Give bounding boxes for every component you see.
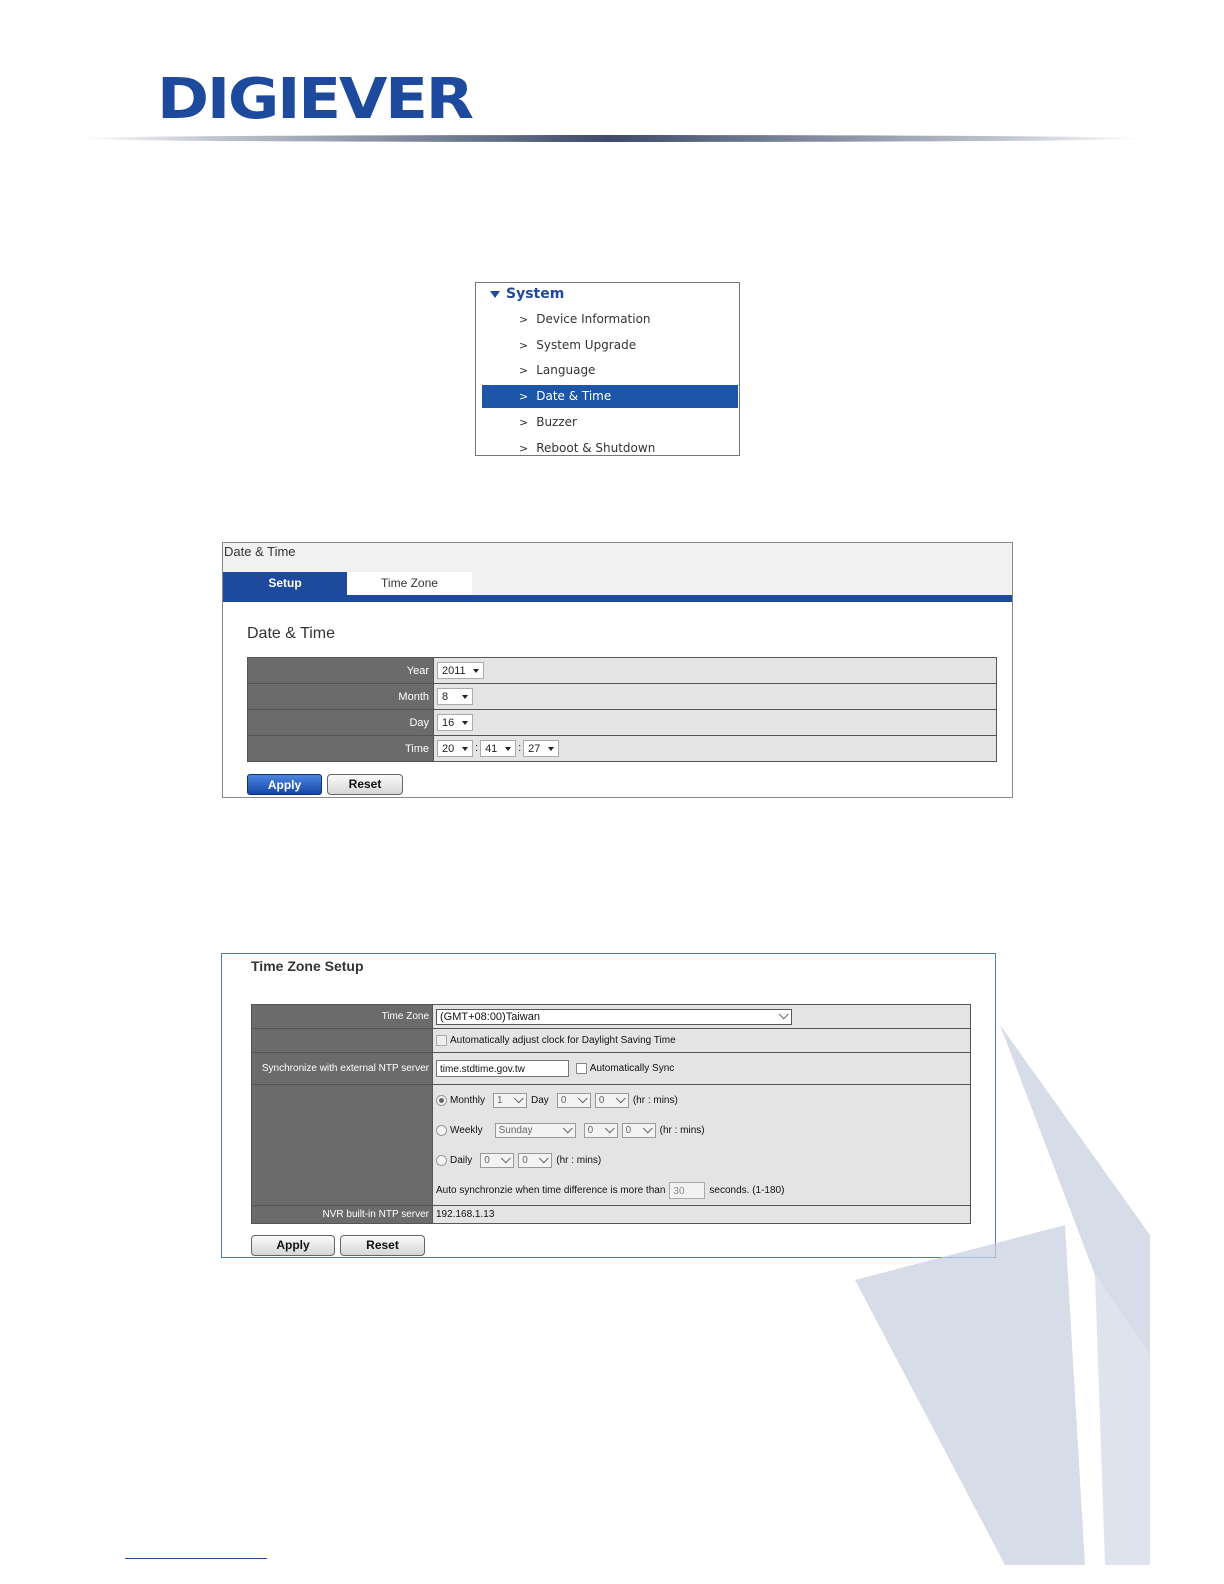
chevron-down-icon bbox=[604, 1123, 614, 1133]
apply-button[interactable]: Apply bbox=[251, 1235, 335, 1256]
tab-setup[interactable]: Setup bbox=[223, 572, 347, 595]
unit-label: (hr : mins) bbox=[556, 1154, 602, 1166]
second-value: 27 bbox=[528, 742, 541, 755]
table-row bbox=[248, 684, 997, 710]
chevron-down-icon bbox=[501, 1153, 511, 1163]
menu-item-label: Device Information bbox=[536, 312, 651, 326]
table-row bbox=[248, 736, 997, 762]
chevron-down-icon bbox=[616, 1093, 626, 1103]
weekly-weekday-select[interactable] bbox=[495, 1123, 576, 1138]
menu-item-label: Buzzer bbox=[536, 415, 577, 429]
weekly-minute-select[interactable] bbox=[622, 1123, 656, 1138]
dropdown-arrow-icon bbox=[548, 747, 554, 751]
system-menu bbox=[475, 282, 740, 456]
reset-button[interactable]: Reset bbox=[327, 774, 403, 795]
chevron-right-icon: > bbox=[519, 442, 529, 455]
weekly-hour-select[interactable] bbox=[584, 1123, 618, 1138]
menu-item-reboot-shutdown[interactable] bbox=[482, 437, 738, 456]
menu-item-system-upgrade[interactable] bbox=[482, 334, 738, 357]
time-separator: : bbox=[518, 742, 522, 755]
weekly-label: Weekly bbox=[450, 1124, 483, 1136]
dst-label: Automatically adjust clock for Daylight Saving Time bbox=[450, 1035, 676, 1047]
decorative-watermark bbox=[855, 1025, 1155, 1565]
select-value: 0 bbox=[522, 1154, 528, 1166]
auto-sync-threshold-text: Auto synchronzie when time difference is more than bbox=[436, 1184, 666, 1196]
select-value: 0 bbox=[598, 1094, 605, 1106]
date-time-form bbox=[247, 657, 997, 762]
chevron-right-icon: > bbox=[519, 364, 529, 377]
chevron-down-icon bbox=[562, 1123, 572, 1133]
minute-select[interactable] bbox=[480, 740, 516, 757]
ntp-server-label: Synchronize with external NTP server bbox=[252, 1053, 433, 1085]
monthly-hour-select[interactable] bbox=[557, 1093, 591, 1108]
daily-radio[interactable] bbox=[436, 1155, 447, 1166]
auto-sync-checkbox[interactable] bbox=[576, 1063, 587, 1074]
day-label: Day bbox=[531, 1094, 549, 1106]
chevron-down-icon bbox=[514, 1093, 524, 1103]
year-select[interactable] bbox=[437, 662, 484, 679]
chevron-right-icon: > bbox=[519, 339, 529, 352]
chevron-down-icon bbox=[578, 1093, 588, 1103]
unit-label: (hr : mins) bbox=[632, 1094, 678, 1106]
dropdown-arrow-icon bbox=[505, 747, 511, 751]
menu-section-label: System bbox=[506, 286, 565, 302]
footer-link-underline bbox=[125, 1558, 267, 1559]
tab-time-zone[interactable]: Time Zone bbox=[347, 572, 472, 595]
minute-value: 41 bbox=[485, 742, 498, 755]
menu-item-label: Language bbox=[536, 363, 596, 377]
menu-item-date-time[interactable] bbox=[482, 385, 738, 408]
table-row bbox=[248, 710, 997, 736]
monthly-label: Monthly bbox=[450, 1094, 486, 1106]
daily-hour-select[interactable] bbox=[480, 1153, 514, 1168]
menu-item-label: Reboot & Shutdown bbox=[536, 441, 656, 455]
time-zone-value: (GMT+08:00)Taiwan bbox=[440, 1010, 540, 1023]
tab-underline-bar bbox=[223, 595, 1012, 602]
day-select[interactable] bbox=[437, 714, 473, 731]
select-value: 0 bbox=[484, 1154, 490, 1166]
chevron-right-icon: > bbox=[519, 416, 529, 429]
time-label: Time bbox=[248, 736, 434, 762]
triangle-down-icon bbox=[490, 291, 500, 298]
builtin-ntp-value: 192.168.1.13 bbox=[433, 1206, 971, 1224]
header-divider bbox=[78, 135, 1140, 142]
builtin-ntp-label: NVR built-in NTP server bbox=[252, 1206, 433, 1224]
dropdown-arrow-icon bbox=[462, 747, 468, 751]
monthly-minute-select[interactable] bbox=[595, 1093, 629, 1108]
seconds-input[interactable]: 30 bbox=[669, 1182, 705, 1199]
day-value: 16 bbox=[442, 716, 455, 729]
dropdown-arrow-icon bbox=[473, 669, 479, 673]
hour-value: 20 bbox=[442, 742, 455, 755]
time-zone-label: Time Zone bbox=[252, 1005, 433, 1029]
ntp-server-input[interactable]: time.stdtime.gov.tw bbox=[436, 1060, 569, 1077]
select-value: 1 bbox=[497, 1094, 503, 1106]
time-separator: : bbox=[475, 742, 479, 755]
chevron-down-icon bbox=[779, 1009, 789, 1019]
chevron-down-icon bbox=[539, 1153, 549, 1163]
date-time-panel bbox=[222, 542, 1013, 798]
section-heading: Time Zone Setup bbox=[251, 958, 364, 974]
apply-button[interactable]: Apply bbox=[247, 774, 322, 795]
menu-item-device-information[interactable] bbox=[482, 308, 738, 331]
month-value: 8 bbox=[442, 690, 449, 703]
monthly-radio[interactable] bbox=[436, 1095, 447, 1106]
month-label: Month bbox=[248, 684, 434, 710]
select-value: 0 bbox=[625, 1124, 632, 1136]
dropdown-arrow-icon bbox=[462, 721, 468, 725]
menu-item-buzzer[interactable] bbox=[482, 411, 738, 434]
chevron-right-icon: > bbox=[519, 313, 529, 326]
year-value: 2011 bbox=[442, 664, 466, 677]
unit-label: (hr : mins) bbox=[659, 1124, 705, 1136]
digiever-logo: DIGIEVER bbox=[157, 67, 472, 132]
menu-item-label: System Upgrade bbox=[536, 338, 637, 352]
select-value: 0 bbox=[560, 1094, 567, 1106]
select-value: Sunday bbox=[498, 1124, 533, 1136]
section-heading: Date & Time bbox=[247, 625, 336, 642]
auto-sync-label: Automatically Sync bbox=[589, 1063, 675, 1075]
month-select[interactable] bbox=[437, 688, 473, 705]
menu-section-system[interactable] bbox=[490, 286, 564, 302]
reset-button[interactable]: Reset bbox=[340, 1235, 425, 1256]
table-row bbox=[248, 658, 997, 684]
daily-label: Daily bbox=[450, 1154, 473, 1166]
chevron-down-icon bbox=[642, 1123, 652, 1133]
day-label: Day bbox=[248, 710, 434, 736]
dst-checkbox[interactable] bbox=[436, 1035, 447, 1046]
time-zone-select[interactable] bbox=[436, 1009, 792, 1025]
daily-minute-select[interactable] bbox=[518, 1153, 552, 1168]
chevron-right-icon: > bbox=[519, 390, 529, 403]
seconds-suffix: seconds. (1-180) bbox=[709, 1184, 785, 1196]
menu-item-label: Date & Time bbox=[536, 389, 612, 403]
second-select[interactable] bbox=[523, 740, 559, 757]
select-value: 0 bbox=[587, 1124, 594, 1136]
panel-header bbox=[223, 543, 1012, 595]
watermark-shape bbox=[855, 1225, 1085, 1565]
panel-title: Date & Time bbox=[224, 544, 296, 559]
dropdown-arrow-icon bbox=[462, 695, 468, 699]
hour-select[interactable] bbox=[437, 740, 473, 757]
year-label: Year bbox=[248, 658, 434, 684]
monthly-day-select[interactable] bbox=[493, 1093, 527, 1108]
weekly-radio[interactable] bbox=[436, 1125, 447, 1136]
menu-item-language[interactable] bbox=[482, 359, 738, 382]
